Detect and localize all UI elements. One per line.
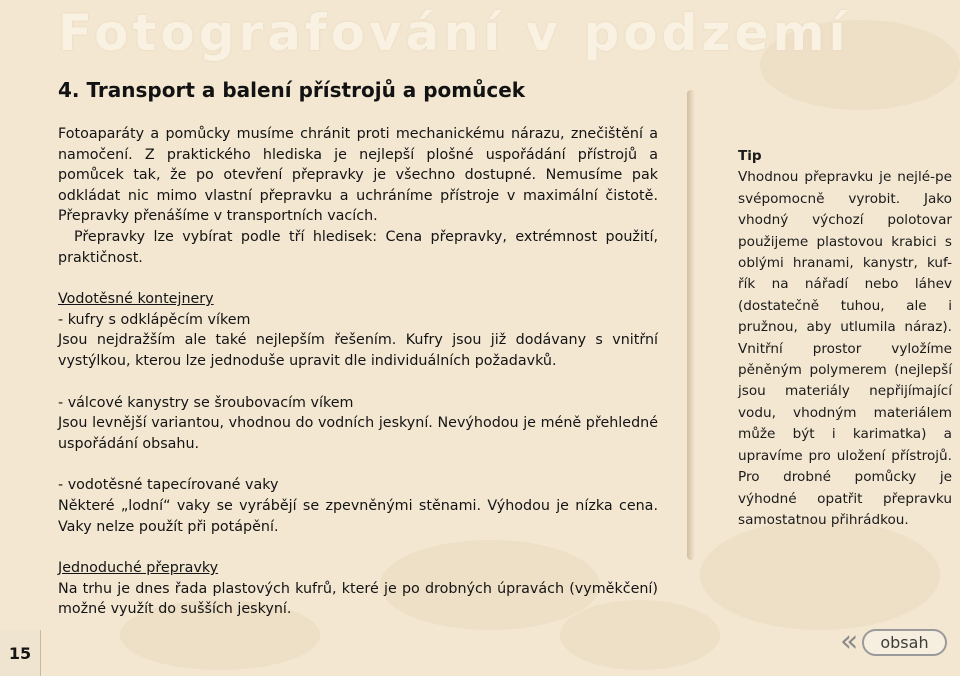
page-number: 15 <box>0 630 41 676</box>
contents-button[interactable] <box>840 624 952 660</box>
item-label: - kufry s odklápěcím víkem <box>58 311 251 328</box>
simple-cases-text: Na trhu je dnes řada plastových kufrů, které je po drobných úpravách (vyměkčení) možné využít do sušších jeskyní. <box>58 580 658 618</box>
waterproof-containers-heading: Vodotěsné kontejnery <box>58 291 214 308</box>
double-chevron-left-icon: « <box>840 624 859 659</box>
intro-paragraph-criteria: Přepravky lze vybírat podle tří hledisek: Cena přepravky, extrémnost použití, praktičnost. <box>58 228 658 266</box>
item-text: Některé „lodní“ vaky se vyrábějí se zpevněnými stěnami. Výhodou je nízka cena. Vaky nelze použít při potápění. <box>58 497 658 535</box>
page-title: Fotografování v podzemí <box>58 4 850 62</box>
item-label: - vodotěsné tapecírované vaky <box>58 477 279 494</box>
background-stone <box>700 520 940 630</box>
simple-cases-heading: Jednoduché přepravky <box>58 560 219 577</box>
item-text: Jsou levnější variantou, vhodnou do vodních jeskyní. Nevýhodou je méně přehledné uspořádání obsahu. <box>58 415 658 452</box>
column-divider <box>687 90 695 560</box>
section-heading: 4. Transport a balení přístrojů a pomůcek <box>58 78 526 102</box>
tip-text: Vhodnou přepravku je nejlé-pe svépomocně vyrobit. Jako vhodný výchozí polotovar použijeme plastovou krabici s oblými hranami, kanystr, kuf-řík na nářadí nebo láhev (dostatečně tuhou, ale i pružnou, aby utlumila náraz). Vnitřní prostor vyložíme pěněným polymerem (nejlepší jsou materiály nepřijímající vodu, vhodným materiálem může být i karimatka) a upravíme pro uložení přístrojů. Pro drobné pomůcky je výhodné opatřit přepravku samostatnou přihrádkou. <box>738 169 952 528</box>
tip-title: Tip <box>738 148 762 164</box>
intro-paragraph: Fotoaparáty a pomůcky musíme chránit proti mechanickému nárazu, znečištění a namočení. Z praktického hlediska je nejlepší plošné uspořádání přístrojů a pomůcek tak, že po otevření přepravky je všechno dostupné. Nemusíme pak odkládat nic mimo vlastní přepravku a uchráníme přístroje v maximální čistotě. Přepravky přenášíme v transportních vacích. <box>58 126 658 225</box>
item-label: - válcové kanystry se šroubovacím víkem <box>58 394 354 411</box>
main-content <box>58 124 658 620</box>
tip-box <box>738 146 952 531</box>
item-text: Jsou nejdražším ale také nejlepším řešením. Kufry jsou již dodávany s vnitřní vystýlkou, kterou lze jednoduše upravit dle individuálních požadavků. <box>58 332 658 369</box>
contents-label: obsah <box>862 629 946 656</box>
